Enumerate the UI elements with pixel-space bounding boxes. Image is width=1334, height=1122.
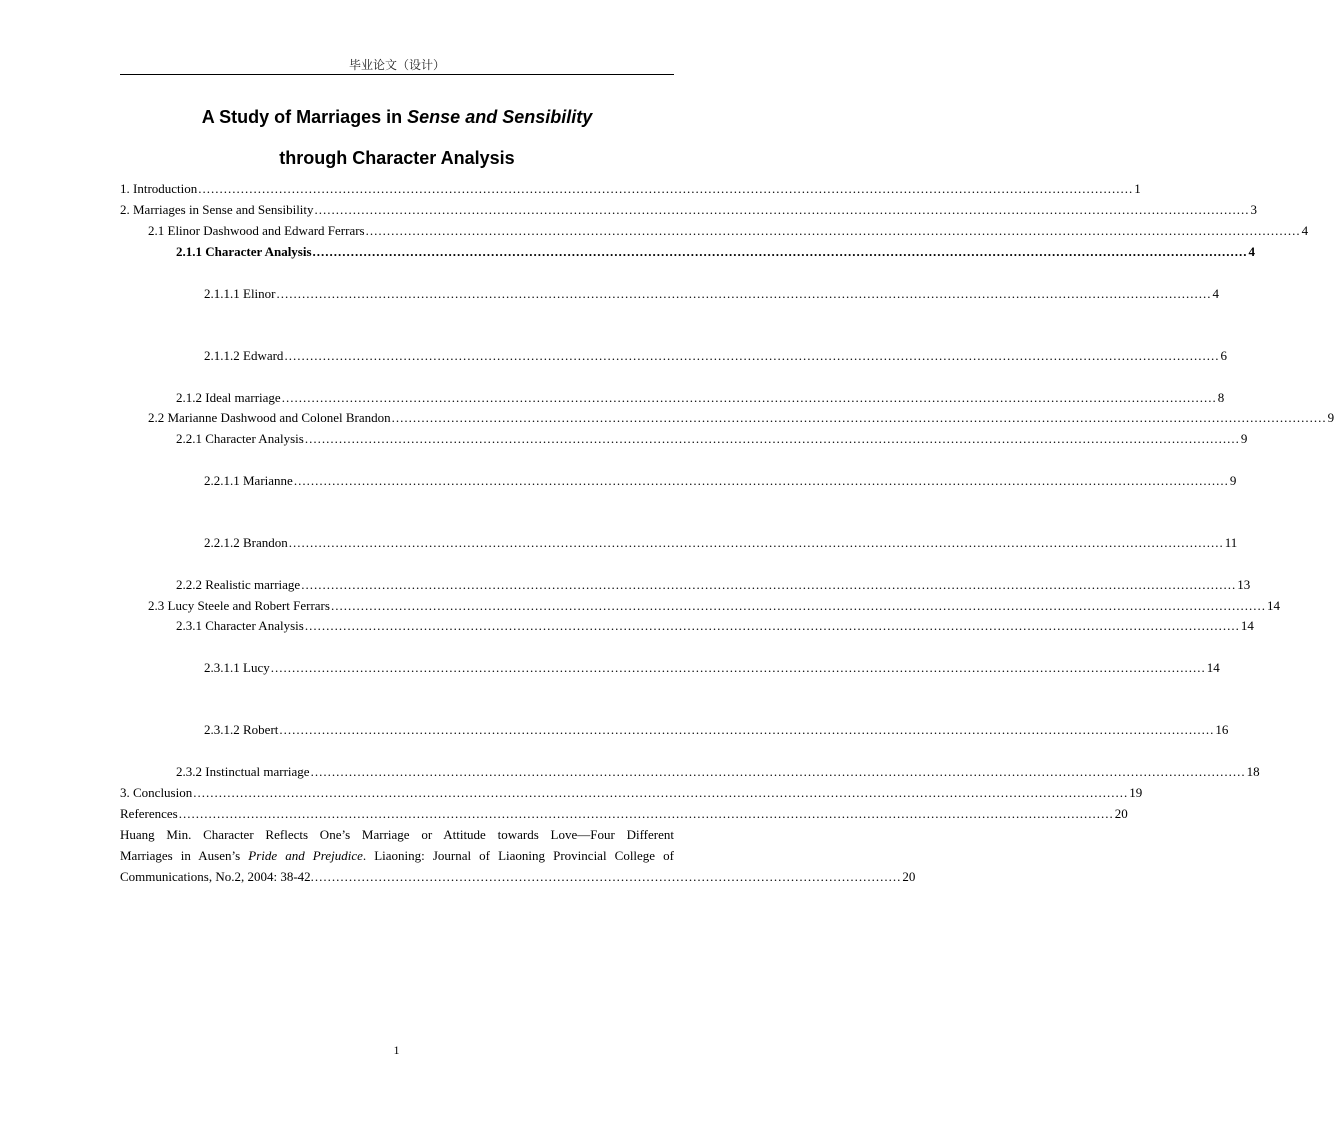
toc-entry-label: 2.2.2 Realistic marriage [176, 577, 301, 592]
toc-entry-page: 19 [1129, 785, 1143, 800]
toc-entry-page: 20 [1114, 806, 1128, 821]
toc-leader-dots: .......................................................................................................................................... [314, 869, 902, 884]
toc-leader-dots: ............................................................................................................................................................................................................................ [279, 722, 1215, 737]
toc-entry[interactable] [204, 722, 1229, 740]
toc-entry[interactable] [204, 348, 1227, 366]
toc-entry[interactable] [148, 598, 1280, 616]
toc-leader-dots: ............................................................................................................................................................................................................................ [365, 223, 1301, 238]
toc-leader-dots: ............................................................................................................................................................................................................................ [314, 202, 1250, 217]
toc-entry[interactable] [176, 244, 1256, 262]
toc-leader-dots: ............................................................................................................................................................................................................................ [178, 806, 1114, 821]
toc-entry-page: 4 [1248, 244, 1256, 259]
title-line-2: through Character Analysis [279, 148, 515, 168]
toc-leader-dots: ............................................................................................................................................................................................................................ [270, 660, 1206, 675]
toc-entry[interactable] [120, 181, 1141, 199]
toc-entry[interactable] [176, 577, 1251, 595]
title-line-1 [120, 107, 674, 128]
toc-entry-page: 9 [1327, 410, 1334, 425]
toc-entry-label: 2.2 Marianne Dashwood and Colonel Brandon [148, 410, 391, 425]
toc-leader-dots: ............................................................................................................................................................................................................................ [281, 390, 1217, 405]
toc-entry-page: 13 [1237, 577, 1251, 592]
toc-entry-page: 8 [1217, 390, 1225, 405]
toc-entry-label: 3. Conclusion [120, 785, 193, 800]
toc-leader-dots: ............................................................................................................................................................................................................................ [198, 181, 1134, 196]
reference-book-title: Pride and Prejudice [248, 848, 363, 863]
reference-entry [120, 824, 916, 887]
toc-entry[interactable] [120, 785, 1143, 803]
toc-entry[interactable] [204, 535, 1238, 553]
toc-entry-label: 2.1 Elinor Dashwood and Edward Ferrars [148, 223, 365, 238]
reference-line-3-text: Communications, No.2, 2004: 38-42. [120, 869, 314, 884]
toc-leader-dots: ............................................................................................................................................................................................................................ [276, 286, 1212, 301]
toc-entry-page: 14 [1266, 598, 1280, 613]
toc-entry-page: 11 [1224, 535, 1238, 550]
toc-leader-dots: ............................................................................................................................................................................................................................ [304, 431, 1240, 446]
toc-entry-page: 16 [1215, 722, 1229, 737]
toc-entry-label: 2.1.1 Character Analysis [176, 244, 312, 259]
toc-entry-label: 2.2.1.1 Marianne [204, 473, 293, 488]
reference-line-2-prefix: Marriages in Ausen’s [120, 848, 249, 863]
toc-entry-page: 9 [1229, 473, 1237, 488]
toc-leader-dots: ............................................................................................................................................................................................................................ [330, 598, 1266, 613]
toc-entry-page: 3 [1250, 202, 1258, 217]
toc-leader-dots: ............................................................................................................................................................................................................................ [293, 473, 1229, 488]
toc-entry-label: 2.2.1.2 Brandon [204, 535, 288, 550]
page-number: 1 [393, 1043, 400, 1057]
toc-entry[interactable] [148, 410, 1334, 428]
toc-entry-page: 1 [1134, 181, 1141, 196]
toc-entry[interactable] [176, 390, 1225, 408]
toc-leader-dots: ............................................................................................................................................................................................................................ [284, 348, 1220, 363]
reference-line-2-suffix: . Liaoning: Journal of Liaoning Provincial College of [362, 848, 674, 863]
header-rule [120, 74, 674, 75]
toc-entry[interactable] [148, 223, 1309, 241]
toc-leader-dots: ............................................................................................................................................................................................................................ [193, 785, 1129, 800]
reference-line-3 [120, 866, 916, 887]
toc-entry-page: 4 [1301, 223, 1309, 238]
title-italic: Sense and Sensibility [407, 107, 593, 127]
toc-entry-label: 2.1.1.2 Edward [204, 348, 284, 363]
toc-entry[interactable] [204, 286, 1219, 304]
toc-entry-page: 14 [1240, 618, 1254, 633]
toc-entry-page: 14 [1206, 660, 1220, 675]
toc-entry-label: 2. Marriages in Sense and Sensibility [120, 202, 314, 217]
running-header: 毕业论文（设计） [348, 58, 445, 72]
toc-entry-label: 2.3.1 Character Analysis [176, 618, 304, 633]
toc-entry-label: 2.3.1.1 Lucy [204, 660, 270, 675]
toc-leader-dots: ............................................................................................................................................................................................................................ [312, 244, 1248, 259]
reference-page: 20 [902, 869, 916, 884]
toc-entry-label: 2.1.1.1 Elinor [204, 286, 276, 301]
reference-line-1: Huang Min. Character Reflects One’s Marriage or Attitude towards Love—Four Different [120, 827, 674, 842]
toc-entry-label: 2.2.1 Character Analysis [176, 431, 304, 446]
toc-leader-dots: ............................................................................................................................................................................................................................ [304, 618, 1240, 633]
toc-leader-dots: ............................................................................................................................................................................................................................ [288, 535, 1224, 550]
toc-entry-label: 2.3.1.2 Robert [204, 722, 279, 737]
toc-entry-page: 6 [1220, 348, 1227, 363]
title-prefix: A Study of Marriages in [201, 107, 408, 127]
toc-entry-page: 4 [1212, 286, 1219, 301]
reference-line-2 [120, 845, 674, 866]
toc-entry[interactable] [204, 473, 1237, 491]
toc-entry-page: 18 [1246, 764, 1260, 779]
toc-entry-label: 2.1.2 Ideal marriage [176, 390, 281, 405]
toc-leader-dots: ............................................................................................................................................................................................................................ [391, 410, 1327, 425]
toc-entry-label: 2.3.2 Instinctual marriage [176, 764, 310, 779]
toc-entry[interactable] [120, 806, 1128, 824]
toc-leader-dots: ............................................................................................................................................................................................................................ [310, 764, 1246, 779]
toc-entry-label: 1. Introduction [120, 181, 198, 196]
toc-entry-label: References [120, 806, 178, 821]
toc-entry-label: 2.3 Lucy Steele and Robert Ferrars [148, 598, 330, 613]
toc-entry[interactable] [120, 202, 1258, 220]
toc-entry[interactable] [176, 764, 1260, 782]
toc-entry-page: 9 [1240, 431, 1248, 446]
toc-entry[interactable] [176, 618, 1254, 636]
toc-entry[interactable] [176, 431, 1248, 449]
toc-entry[interactable] [204, 660, 1220, 678]
toc-leader-dots: ............................................................................................................................................................................................................................ [301, 577, 1237, 592]
